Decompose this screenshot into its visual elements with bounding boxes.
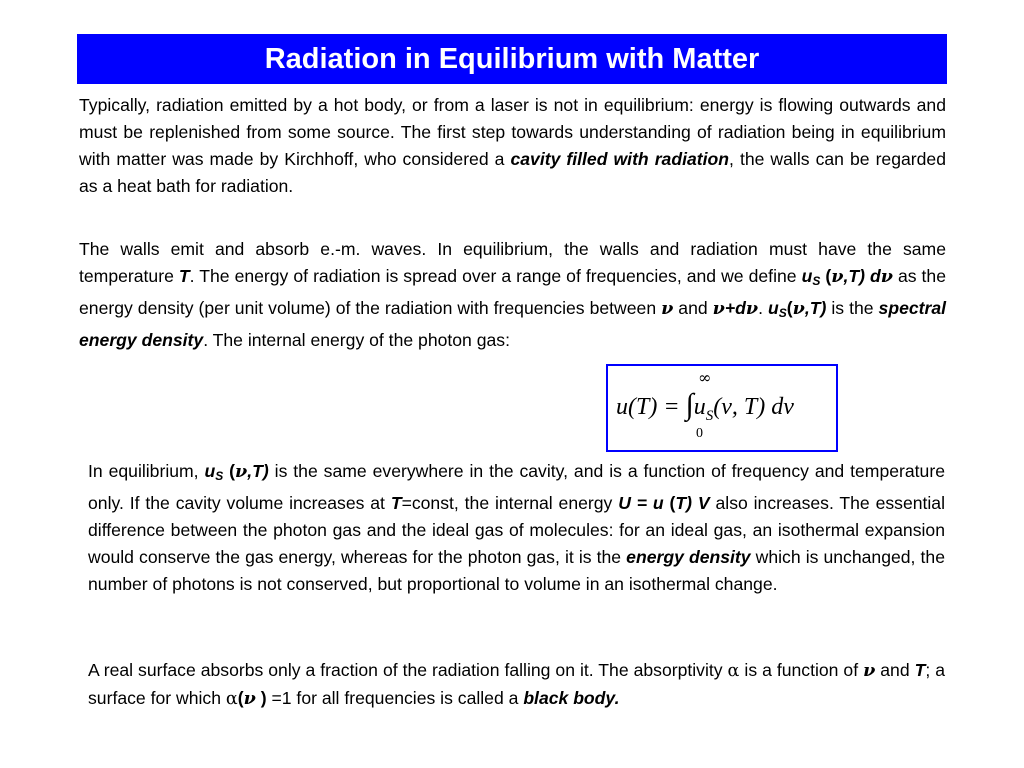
p2-plus-d: +d	[724, 298, 746, 318]
p2-emphasis: spectral energy density	[79, 298, 947, 350]
paragraph-2	[79, 236, 946, 354]
integral-lower-limit: 0	[696, 426, 703, 441]
p2-symbol-nu: ν	[831, 266, 844, 287]
equation-args: (ν, T) dν	[713, 394, 794, 420]
p3-paren: (	[663, 493, 676, 513]
p2-arg: ,T) d	[843, 266, 881, 286]
p3-text-1: In equilibrium,	[88, 461, 205, 481]
equation-body	[616, 388, 794, 425]
slide-title: Radiation in Equilibrium with Matter	[77, 34, 947, 84]
p4-symbol-alpha: α	[727, 661, 740, 681]
equation-lhs: u(T) =	[616, 394, 686, 420]
p2-symbol-T: T	[178, 266, 190, 286]
p4-text-5: =1 for all frequencies is called a	[266, 688, 524, 708]
p4-emphasis: black body.	[523, 688, 620, 708]
p4-text-2: is a function of	[739, 660, 864, 680]
p2-symbol-nu: ν	[792, 298, 805, 319]
p1-text-2: , the walls can be regarded as a heat bath for radiation.	[79, 149, 947, 196]
paragraph-4	[88, 657, 945, 713]
p2-paren: (	[820, 266, 832, 286]
internal-energy-equation	[606, 364, 838, 452]
p2-symbol-nu: ν	[661, 298, 674, 319]
p2-text-1: The walls emit and absorb e.-m. waves. In equilibrium, the walls and radiation must have the same temperature	[79, 239, 946, 286]
p4-text-4: ; a surface for which	[88, 660, 945, 708]
p2-subscript-S: S	[778, 306, 787, 320]
equation-integrand: u	[693, 394, 706, 420]
p3-arg: ,T)	[247, 461, 269, 481]
p4-symbol-T: T	[914, 660, 926, 680]
p2-symbol-nu: ν	[712, 298, 725, 319]
p2-symbol-nu: ν	[880, 266, 893, 287]
p3-symbol-nu: ν	[235, 461, 248, 482]
p2-text-2: . The energy of radiation is spread over a range of frequencies, and we define	[189, 266, 802, 286]
p2-arg: ,T)	[804, 298, 827, 318]
p3-symbol-U: U = u	[618, 493, 664, 513]
p4-paren: )	[255, 688, 267, 708]
p4-symbol-nu: ν	[863, 660, 876, 681]
p2-symbol-u: u	[768, 298, 779, 318]
p3-symbol-u: u	[204, 461, 216, 481]
p1-emphasis: cavity filled with radiation	[510, 149, 730, 169]
p3-emphasis: energy density	[626, 547, 751, 567]
paragraph-3	[88, 458, 945, 598]
p3-text-2: is the same everywhere in the cavity, and is a function of frequency and temperature only. If the cavity volume increases at	[88, 461, 945, 513]
integral-sign: ∫	[685, 388, 694, 421]
p3-text-5: which is unchanged, the number of photons is not conserved, but proportional to volume in an isothermal change.	[88, 547, 945, 594]
p4-symbol-alpha: α	[225, 689, 238, 709]
p3-paren: (	[223, 461, 236, 481]
p3-text-3: =const, the internal energy	[401, 493, 619, 513]
p2-text-6: is the	[826, 298, 879, 318]
p1-text-1: Typically, radiation emitted by a hot body, or from a laser is not in equilibrium: energy is flowing outwards and must be replenished from some source. The first step towards understanding of radiation being in equilibrium with matter was made by Kirchhoff, who considered a	[79, 95, 946, 169]
p2-symbol-nu: ν	[745, 298, 759, 319]
p4-paren: (	[237, 688, 244, 708]
p3-symbol-T: T	[390, 493, 402, 513]
p4-symbol-nu: ν	[243, 688, 256, 709]
integral-upper-limit: ∞	[698, 368, 712, 387]
paragraph-1	[79, 92, 946, 200]
p2-subscript-S: S	[812, 274, 821, 288]
p2-paren: (	[786, 298, 793, 318]
p2-text-4: and	[673, 298, 713, 318]
p2-text-5: .	[758, 298, 769, 318]
p2-text-7: . The internal energy of the photon gas:	[203, 330, 510, 350]
p4-text-3: and	[875, 660, 915, 680]
p2-symbol-u: u	[801, 266, 813, 286]
p3-symbol-T: T	[675, 493, 687, 513]
p3-subscript-S: S	[215, 469, 224, 483]
p3-symbol-V: ) V	[686, 493, 710, 513]
p3-text-4: also increases. The essential difference between the photon gas and the ideal gas of molecules: for an ideal gas, an isothermal expansion would conserve the gas energy, whereas for the photon gas, it is the	[88, 493, 946, 567]
p2-text-3: as the energy density (per unit volume) of the radiation with frequencies between	[79, 266, 946, 318]
equation-subscript: S	[705, 407, 714, 424]
p4-text-1: A real surface absorbs only a fraction of the radiation falling on it. The absorptivity	[88, 660, 728, 680]
